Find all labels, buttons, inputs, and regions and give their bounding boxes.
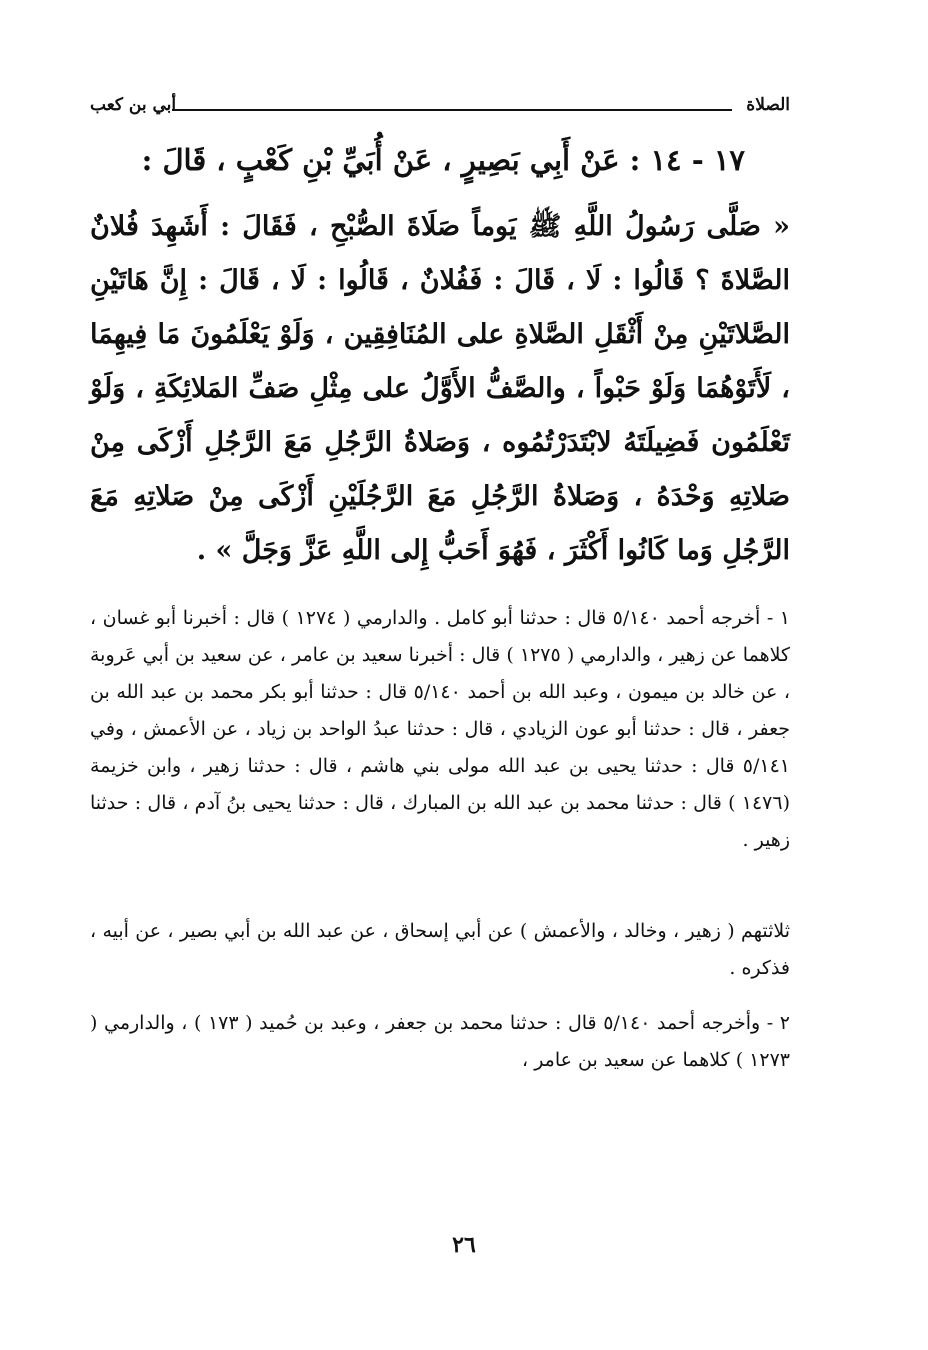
footnotes <box>90 600 790 1079</box>
hadith-text: « صَلَّى رَسُولُ اللَّهِ ﷺ يَوماً صَلَاةَ الصُّبْحِ ، فَقَالَ : أَشَهِدَ فُلانٌ الصَّلاةَ ؟ قَالُوا : لَا ، قَالَ : فَفُلانٌ ، قَالُوا : لَا ، قَالَ : إِنَّ هَاتَيْنِ الصَّلاتَيْنِ مِنْ أَثْقَلِ الصَّلاةِ على المُنَافِقِين ، وَلَوْ يَعْلَمُونَ مَا فِيهِمَا ، لَأَتَوْهُمَا وَلَوْ حَبْواً ، والصَّفُّ الأَوَّلُ على مِثْلِ صَفِّ المَلائِكَةِ ، وَلَوْ تَعْلَمُون فَضِيلَتَهُ لابْتَدَرْتُمُوه ، وَصَلاةُ الرَّجُلِ مَعَ الرَّجُلِ أَزْكَى مِنْ صَلاتِهِ وَحْدَهُ ، وَصَلاةُ الرَّجُلِ مَعَ الرَّجُلَيْنِ أَزْكَى مِنْ صَلاتِهِ مَعَ الرَّجُلِ وَما كَانُوا أَكْثَرَ ، فَهُوَ أَحَبُّ إِلى اللَّهِ عَزَّ وَجَلَّ » . <box>90 211 790 566</box>
header-rule <box>172 109 732 111</box>
footnote-paragraph: ثلاثتهم ( زهير ، وخالد ، والأعمش ) عن أبي إسحاق ، عن عبد الله بن أبي بصير ، عن أبيه ، فذكره . <box>90 920 790 979</box>
hadith-heading: ١٧ - ١٤ : عَنْ أَبِي بَصِيرٍ ، عَنْ أُبَيِّ بْنِ كَعْبٍ ، قَالَ : <box>141 143 745 177</box>
chapter-title: الصلاة <box>746 95 790 115</box>
footnote-paragraph: ١ - أخرجه أحمد ٥/١٤٠ قال : حدثنا أبو كامل . والدارمي ( ١٢٧٤ ) قال : أخبرنا أبو غسان ، كلاهما عن زهير ، والدارمي ( ١٢٧٥ ) قال : أخبرنا سعيد بن عامر ، عن سعيد بن أبي عَروبة ، عن خالد بن ميمون ، وعبد الله بن أحمد ٥/١٤٠ قال : حدثنا أبو بكر محمد بن عبد الله بن جعفر ، قال : حدثنا أبو عون الزيادي ، قال : حدثنا عبدُ الواحد بن زياد ، عن الأعمش ، وفي ٥/١٤١ قال : حدثنا يحيى بن عبد الله مولى بني هاشم ، قال : حدثنا زهير ، وابن خزيمة (١٤٧٦ ) قال : حدثنا محمد بن عبد الله بن المبارك ، قال : حدثنا يحيى بنُ آدم ، قال : حدثنا زهير . <box>90 607 791 851</box>
narrator-title: أبي بن كعب <box>90 95 177 115</box>
running-header <box>90 95 790 121</box>
footnote-paragraph: ٢ - وأخرجه أحمد ٥/١٤٠ قال : حدثنا محمد بن جعفر ، وعبد بن حُميد ( ١٧٣ ) ، والدارمي ( ١٢٧٣ ) كلاهما عن سعيد بن عامر ، <box>90 1012 790 1071</box>
page-number: ٢٦ <box>452 1232 476 1258</box>
